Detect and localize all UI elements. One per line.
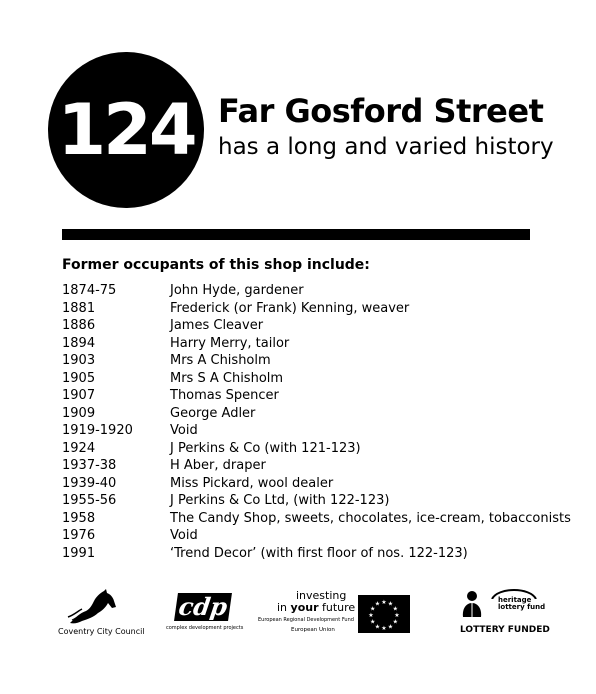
- occupant-name: Mrs S A Chisholm: [170, 370, 284, 386]
- list-item: [62, 282, 571, 300]
- occupant-name: ‘Trend Decor’ (with first floor of nos. 122-123): [170, 545, 468, 561]
- occupant-year: 1881: [62, 300, 96, 316]
- occupant-name: Void: [170, 423, 198, 438]
- occupant-name: Miss Pickard, wool dealer: [170, 475, 334, 491]
- occupant-year: 1903: [62, 353, 96, 368]
- occupant-name: The Candy Shop, sweets, chocolates, ice-cream, tobacconists: [170, 510, 571, 526]
- occupant-year: 1874-75: [62, 283, 117, 298]
- occupant-name: J Perkins & Co Ltd, (with 122-123): [170, 493, 390, 508]
- occupant-name: J Perkins & Co (with 121-123): [170, 440, 361, 456]
- lottery-funded-label: LOTTERY FUNDED: [460, 625, 550, 635]
- svg-text:★: ★: [387, 623, 394, 631]
- list-item: [62, 300, 571, 318]
- occupant-name: Harry Merry, tailor: [170, 335, 290, 351]
- occupant-year: 1919-1920: [62, 423, 133, 438]
- list-item: [62, 352, 571, 370]
- heritage-line-1: heritage: [498, 596, 532, 604]
- occupants-list: [62, 282, 571, 562]
- cdp-logo: [174, 593, 232, 621]
- list-item: [62, 492, 571, 510]
- investing-your: your: [290, 601, 319, 614]
- coventry-horse-logo-icon: [66, 587, 120, 627]
- list-item: [62, 405, 571, 423]
- occupant-name: George Adler: [170, 405, 256, 421]
- list-item: [62, 440, 571, 458]
- list-item: [62, 545, 571, 563]
- svg-text:★: ★: [394, 612, 400, 619]
- heritage-label: [498, 597, 545, 611]
- eu-flag-icon: [358, 595, 410, 633]
- coventry-council-label: Coventry City Council: [58, 627, 145, 636]
- page-subtitle: has a long and varied history: [218, 134, 554, 160]
- lottery-hands-logo-icon: [460, 589, 484, 619]
- occupant-year: 1991: [62, 545, 96, 561]
- erdf-label: European Regional Development Fund: [258, 617, 354, 623]
- occupant-name: Mrs A Chisholm: [170, 353, 271, 368]
- occupant-year: 1939-40: [62, 475, 117, 491]
- occupant-name: Void: [170, 528, 198, 543]
- svg-text:★: ★: [368, 612, 374, 619]
- occupant-year: 1937-38: [62, 458, 117, 473]
- occupant-year: 1886: [62, 318, 96, 333]
- occupant-year: 1894: [62, 335, 96, 351]
- occupant-name: H Aber, draper: [170, 458, 266, 473]
- page-title: Far Gosford Street: [218, 92, 544, 130]
- list-item: [62, 475, 571, 493]
- list-item: [62, 335, 571, 353]
- svg-text:★: ★: [370, 605, 376, 613]
- occupant-year: 1907: [62, 388, 96, 403]
- occupants-heading: Former occupants of this shop include:: [62, 257, 370, 273]
- list-item: [62, 457, 571, 475]
- svg-text:★: ★: [370, 618, 376, 626]
- divider-bar: [62, 229, 530, 240]
- cdp-logo-text: cdp: [176, 592, 230, 621]
- occupant-year: 1905: [62, 370, 96, 386]
- eu-label: European Union: [291, 627, 335, 633]
- investing-future: future: [318, 601, 356, 614]
- svg-text:★: ★: [387, 600, 394, 608]
- svg-text:★: ★: [381, 625, 387, 632]
- svg-text:★: ★: [381, 599, 387, 606]
- house-number: 124: [57, 89, 195, 171]
- occupant-year: 1909: [62, 405, 96, 421]
- investing-in: in: [277, 601, 291, 614]
- list-item: [62, 387, 571, 405]
- investing-line-1: investing: [296, 589, 347, 602]
- occupant-year: 1958: [62, 510, 96, 526]
- occupant-name: James Cleaver: [170, 318, 264, 333]
- occupant-name: John Hyde, gardener: [170, 283, 304, 298]
- cdp-subtitle: complex development projects: [166, 625, 244, 631]
- occupant-name: Frederick (or Frank) Kenning, weaver: [170, 300, 410, 316]
- svg-text:★: ★: [392, 605, 398, 613]
- house-number-badge: [48, 52, 204, 208]
- list-item: [62, 510, 571, 528]
- svg-text:★: ★: [392, 618, 398, 626]
- occupant-year: 1955-56: [62, 493, 117, 508]
- list-item: [62, 370, 571, 388]
- list-item: [62, 527, 571, 545]
- sponsor-logos: [0, 585, 596, 645]
- list-item: [62, 317, 571, 335]
- occupant-year: 1976: [62, 528, 96, 543]
- list-item: [62, 422, 571, 440]
- svg-text:★: ★: [374, 623, 381, 631]
- heritage-line-2: lottery fund: [498, 603, 546, 611]
- occupant-year: 1924: [62, 440, 96, 456]
- svg-text:★: ★: [374, 600, 381, 608]
- occupant-name: Thomas Spencer: [170, 388, 279, 403]
- investing-line-2: [277, 601, 355, 614]
